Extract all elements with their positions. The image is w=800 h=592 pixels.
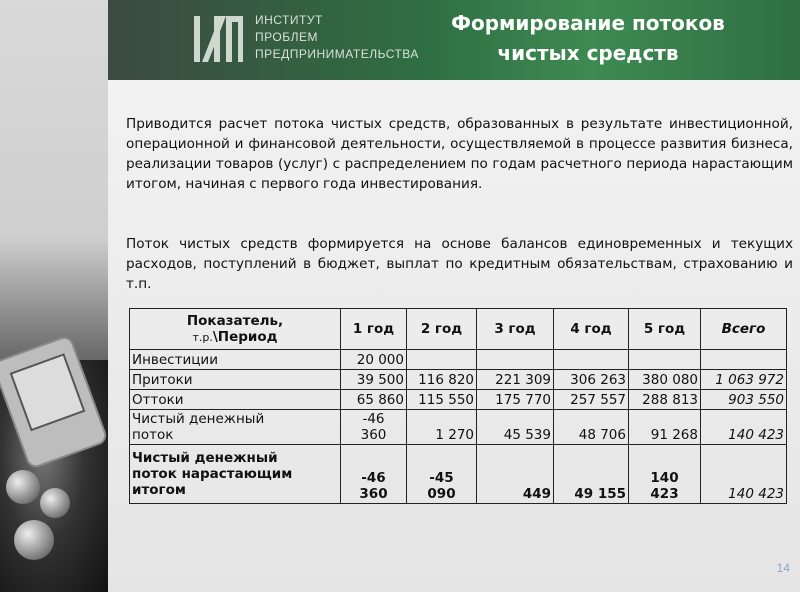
cell: 380 080: [629, 370, 701, 390]
cell: 175 770: [477, 390, 554, 410]
cell: 1 270: [407, 410, 477, 445]
table-row: [130, 370, 787, 390]
cash-flow-table: [129, 308, 787, 504]
row-label: Притоки: [130, 370, 341, 390]
slide-title: [388, 8, 788, 68]
cell: 140 423: [701, 445, 787, 504]
cell: 91 268: [629, 410, 701, 445]
cell: 140 423: [629, 445, 701, 504]
row-label: Чистый денежный поток: [130, 410, 341, 445]
cell: 903 550: [701, 390, 787, 410]
cell: [554, 350, 629, 370]
cell: [629, 350, 701, 370]
header-year-3: 3 год: [477, 309, 554, 350]
cell: 449: [477, 445, 554, 504]
coin-image: [40, 488, 70, 518]
institute-logo-icon: [192, 12, 244, 66]
row-label: Чистый денежный поток нарастающим итогом: [130, 445, 341, 504]
table-row: [130, 390, 787, 410]
slide-header: [108, 0, 800, 80]
logo-line: ПРОБЛЕМ: [255, 30, 318, 44]
logo-line: ПРЕДПРИНИМАТЕЛЬСТВА: [255, 47, 419, 61]
cell: 116 820: [407, 370, 477, 390]
page-number: 14: [776, 561, 790, 575]
cell: [477, 350, 554, 370]
header-year-4: 4 год: [554, 309, 629, 350]
cell: 288 813: [629, 390, 701, 410]
decorative-photo: [0, 0, 108, 592]
cell: 306 263: [554, 370, 629, 390]
cell: 65 860: [341, 390, 407, 410]
cell: 20 000: [341, 350, 407, 370]
header-year-2: 2 год: [407, 309, 477, 350]
header-year-5: 5 год: [629, 309, 701, 350]
coin-image: [6, 470, 40, 504]
cell: -46 360: [341, 445, 407, 504]
table-row: [130, 410, 787, 445]
table-row: [130, 445, 787, 504]
cell: 140 423: [701, 410, 787, 445]
cell: -46 360: [341, 410, 407, 445]
header-total: Всего: [701, 309, 787, 350]
row-label: Оттоки: [130, 390, 341, 410]
title-line: Формирование потоков: [451, 11, 725, 35]
row-label: Инвестиции: [130, 350, 341, 370]
header-year-1: 1 год: [341, 309, 407, 350]
cell: [701, 350, 787, 370]
header-indicator: Показатель, т.р.\Период: [130, 309, 341, 350]
cell: 257 557: [554, 390, 629, 410]
cell: 45 539: [477, 410, 554, 445]
table-row: [130, 350, 787, 370]
title-line: чистых средств: [497, 41, 679, 65]
cell: 221 309: [477, 370, 554, 390]
cell: 1 063 972: [701, 370, 787, 390]
cell: [407, 350, 477, 370]
logo-line: ИНСТИТУТ: [255, 13, 323, 27]
flow-paragraph: Поток чистых средств формируется на основе балансов единовременных и текущих расходов, поступлений в бюджет, выплат по кредитным обязательствам, страхованию и т.п.: [126, 236, 793, 292]
coin-image: [14, 520, 54, 560]
cell: -45 090: [407, 445, 477, 504]
intro-paragraph: Приводится расчет потока чистых средств, образованных в результате инвестиционной, операционной и финансовой деятельности, осуществляемой в процессе развития бизнеса, реализации товаров (услуг) с распределением по годам расчетного периода нарастающим итогом, начиная с первого года инвестирования.: [126, 116, 793, 192]
cell: 49 155: [554, 445, 629, 504]
cell: 48 706: [554, 410, 629, 445]
table-header-row: [130, 309, 787, 350]
cell: 115 550: [407, 390, 477, 410]
cell: 39 500: [341, 370, 407, 390]
